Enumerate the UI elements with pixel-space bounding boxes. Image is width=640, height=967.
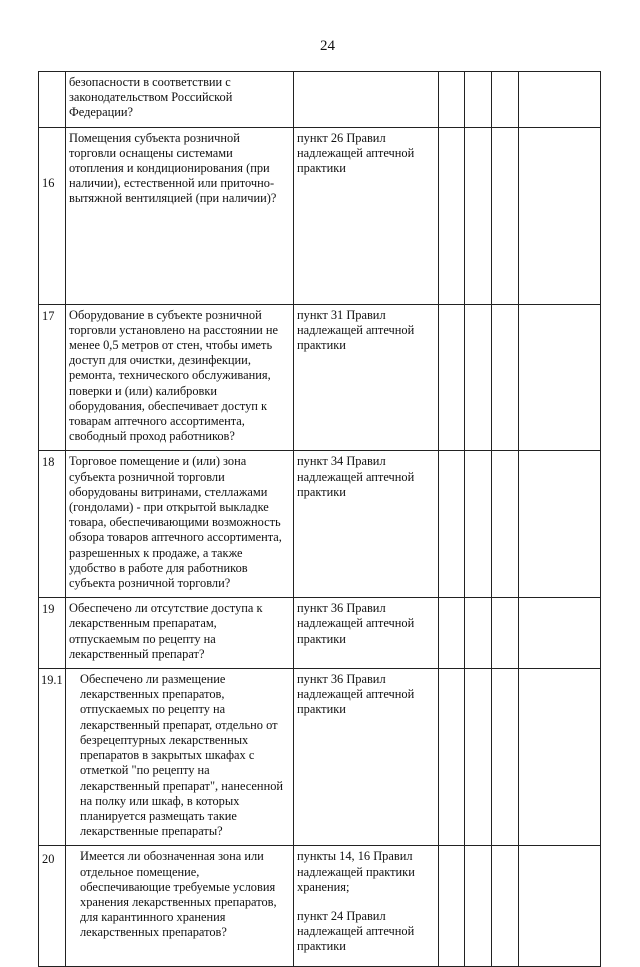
answer-yes-cell[interactable] — [439, 451, 465, 598]
reference-text: пункт 34 Правил надлежащей аптечной практики — [297, 454, 415, 499]
row-number: 19 — [39, 598, 66, 669]
reference-cell — [294, 451, 439, 598]
reference-cell — [294, 846, 439, 967]
answer-na-cell[interactable] — [492, 72, 519, 128]
table-row — [39, 846, 601, 967]
answer-no-cell[interactable] — [465, 72, 492, 128]
answer-na-cell[interactable] — [492, 127, 519, 304]
answer-na-cell[interactable] — [492, 846, 519, 967]
reference-cell — [294, 598, 439, 669]
answer-no-cell[interactable] — [465, 846, 492, 967]
row-number: 19.1 — [39, 669, 66, 846]
answer-yes-cell[interactable] — [439, 72, 465, 128]
notes-cell[interactable] — [519, 846, 601, 967]
table-row — [39, 72, 601, 128]
question-text: безопасности в соответствии с законодательством Российской Федерации? — [69, 75, 233, 120]
row-number — [39, 72, 66, 128]
question-text: Помещения субъекта розничной торговли оснащены системами отопления и кондиционирования (при наличии), естественной или приточно-вытяжной вентиляцией (при наличии)? — [69, 130, 277, 206]
question-cell — [66, 72, 294, 128]
row-number: 20 — [39, 846, 66, 967]
answer-no-cell[interactable] — [465, 127, 492, 304]
notes-cell[interactable] — [519, 598, 601, 669]
question-cell — [66, 304, 294, 451]
reference-cell — [294, 72, 439, 128]
notes-cell[interactable] — [519, 669, 601, 846]
reference-text: пункт 31 Правил надлежащей аптечной практики — [297, 307, 415, 353]
question-cell — [66, 127, 294, 304]
question-cell — [66, 451, 294, 598]
notes-cell[interactable] — [519, 127, 601, 304]
question-text: Торговое помещение и (или) зона субъекта розничной торговли оборудованы витринами, стеллажами (гондолами) - при открытой выкладке товара, обеспечивающими возможность обзора товаров аптечного ассортимента, разрешенных к продаже, а также удобство в работе для работников субъекта розничной торговли? — [69, 454, 282, 591]
row-number: 18 — [39, 451, 66, 598]
answer-no-cell[interactable] — [465, 669, 492, 846]
reference-gap — [297, 895, 435, 909]
question-text: Обеспечено ли размещение лекарственных препаратов, отпускаемых по рецепту на лекарственный препарат, отдельно от безрецептурных лекарственных препаратов в закрытых шкафах с отметкой "по рецепту на лекарственный препарат", нанесенной на полку или шкаф, в которых планируется размещать такие лекарственные препараты? — [80, 672, 284, 839]
table-row — [39, 451, 601, 598]
table-row — [39, 669, 601, 846]
answer-na-cell[interactable] — [492, 598, 519, 669]
reference-cell — [294, 127, 439, 304]
answer-no-cell[interactable] — [465, 451, 492, 598]
table-row — [39, 304, 601, 451]
answer-na-cell[interactable] — [492, 451, 519, 598]
table-row — [39, 598, 601, 669]
question-text: Имеется ли обозначенная зона или отдельное помещение, обеспечивающие требуемые условия хранения лекарственных препаратов, для карантинного хранения лекарственных препаратов? — [80, 849, 277, 940]
question-text: Обеспечено ли отсутствие доступа к лекарственным препаратам, отпускаемым по рецепту на лекарственный препарат? — [69, 601, 263, 661]
reference-text: пункт 36 Правил надлежащей аптечной практики — [297, 672, 415, 717]
reference-text: пункт 26 Правил надлежащей аптечной практики — [297, 130, 415, 176]
reference-text: пункты 14, 16 Правил надлежащей практики хранения; — [297, 849, 415, 894]
answer-yes-cell[interactable] — [439, 304, 465, 451]
page-number: 24 — [320, 38, 335, 54]
row-number: 16 — [39, 127, 66, 304]
notes-cell[interactable] — [519, 72, 601, 128]
answer-na-cell[interactable] — [492, 669, 519, 846]
question-text: Оборудование в субъекте розничной торговли установлено на расстоянии не менее 0,5 метров от стен, чтобы иметь доступ для очистки, дезинфекции, ремонта, технического обслуживания, поверки и (или) калибровки оборудования, обеспечивает доступ к товарам аптечного ассортимента, свободный проход работников? — [69, 307, 279, 444]
answer-yes-cell[interactable] — [439, 127, 465, 304]
question-cell — [66, 669, 294, 846]
answer-yes-cell[interactable] — [439, 669, 465, 846]
reference-text: пункт 24 Правил надлежащей аптечной практики — [297, 908, 415, 954]
table-row — [39, 127, 601, 304]
notes-cell[interactable] — [519, 451, 601, 598]
reference-text: пункт 36 Правил надлежащей аптечной практики — [297, 601, 415, 646]
row-number: 17 — [39, 304, 66, 451]
notes-cell[interactable] — [519, 304, 601, 451]
answer-no-cell[interactable] — [465, 304, 492, 451]
answer-no-cell[interactable] — [465, 598, 492, 669]
question-cell — [66, 598, 294, 669]
reference-cell — [294, 304, 439, 451]
checklist-table — [38, 71, 601, 967]
answer-na-cell[interactable] — [492, 304, 519, 451]
question-cell — [66, 846, 294, 967]
answer-yes-cell[interactable] — [439, 846, 465, 967]
reference-cell — [294, 669, 439, 846]
answer-yes-cell[interactable] — [439, 598, 465, 669]
